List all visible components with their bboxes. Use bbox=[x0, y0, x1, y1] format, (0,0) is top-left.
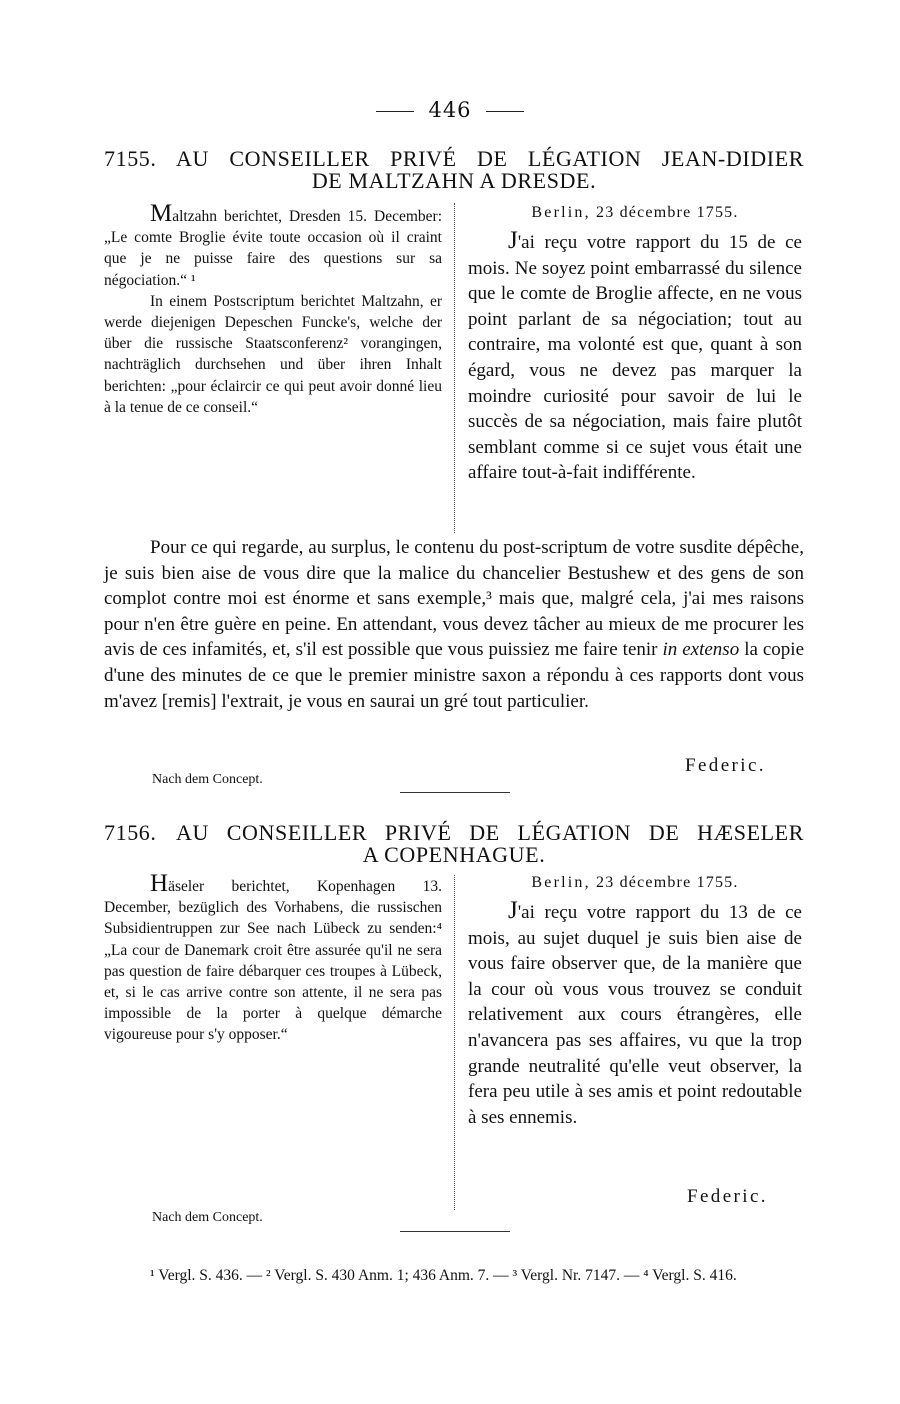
summary-7156 bbox=[104, 870, 442, 1046]
continuation-7155 bbox=[104, 535, 804, 714]
section-rule bbox=[400, 792, 510, 793]
dateline: Berlin, 23 décembre 1755. bbox=[531, 874, 739, 891]
summary-paragraph bbox=[104, 870, 442, 1046]
letter-text: 'ai reçu votre rapport du 13 de ce mois, au sujet duquel je suis bien aise de vous faire observer que, de la manière que la cour où vous vous trouvez se conduit relativement aux cours étrangères, elle n'avancera pas ses affaires, vu que la trop grande neutralité qu'elle veut observer, la fera peu utile à ses amis et point redoutable à ses ennemis. bbox=[468, 902, 802, 1128]
summary-initial: H bbox=[150, 870, 169, 897]
dateline: Berlin, 23 décembre 1755. bbox=[531, 204, 739, 221]
letter-7155 bbox=[468, 202, 802, 486]
footnote-rule bbox=[400, 1231, 510, 1232]
letter-initial: J bbox=[508, 897, 518, 924]
letter-paragraph bbox=[468, 898, 802, 1130]
summary-paragraph: In einem Postscriptum berichtet Maltzahn, er werde diejenigen Depeschen Funcke's, welche der über die russische Staatsconferenz² vorangingen, nachträglich durchsehen und über ihren Inhalt berichten: „pour éclaircir ce qui peut avoir donné lieu à la tenue de ce conseil.“ bbox=[104, 292, 442, 416]
footnotes bbox=[104, 1265, 804, 1286]
italic-phrase: in extenso bbox=[662, 639, 740, 661]
source-note: Nach dem Concept. bbox=[152, 1210, 263, 1225]
section-number: 7156. bbox=[104, 820, 157, 845]
section-heading-7156 bbox=[104, 822, 804, 866]
heading-line-1: AU CONSEILLER PRIVÉ DE LÉGATION JEAN-DIDIER bbox=[176, 146, 804, 171]
section-heading-7155 bbox=[104, 148, 804, 192]
footnote-text: ¹ Vergl. S. 436. — ² Vergl. S. 430 Anm. 1; 436 Anm. 7. — ³ Vergl. Nr. 7147. — ⁴ Vergl. S. 416. bbox=[150, 1267, 737, 1284]
letter-7156 bbox=[468, 872, 802, 1130]
heading-line-2: DE MALTZAHN A DRESDE. bbox=[311, 168, 597, 193]
summary-text: altzahn berichtet, Dresden 15. December: „Le comte Broglie évite toute occasion où il craint que je ne puisse faire des questions sur sa négociation.“ ¹ bbox=[104, 208, 442, 289]
source-note: Nach dem Concept. bbox=[152, 772, 263, 787]
summary-paragraph bbox=[104, 200, 442, 291]
column-divider bbox=[454, 875, 455, 1210]
letter-paragraph bbox=[468, 228, 802, 486]
continuation-paragraph: Pour ce qui regarde, au surplus, le contenu du post-scriptum de votre susdite dépêche, je suis bien aise de vous dire que la malice du chancelier Bestushew et des gens de son complot contre moi est énorme et sans exemple,³ mais que, malgré cela, j'ai mes raisons pour n'en être guère en peine. En attendant, vous devez tâcher au mieux de me procurer les avis de ces infamités, et, s'il est possible que vous puissiez me faire tenir in extenso la copie d'une des minutes de ce que le premier ministre saxon a répondu à ces rapports dont vous m'avez [remis] l'extrait, je vous en saurai un gré tout particulier. bbox=[104, 537, 805, 712]
heading-line-2: A COPENHAGUE. bbox=[362, 842, 546, 867]
summary-7155 bbox=[104, 200, 442, 418]
signature: Federic. bbox=[687, 1186, 768, 1207]
heading-line-1: AU CONSEILLER PRIVÉ DE LÉGATION DE HÆSELER bbox=[176, 820, 804, 845]
letter-text: 'ai reçu votre rapport du 15 de ce mois. Ne soyez point embarrassé du silence que le comte de Broglie affecte, en ne vous point parlant de sa négociation; tout au contraire, ma volonté est que, quant à son égard, vous ne devez pas marquer la moindre curiosité pour savoir de lui le succès de sa négociation, mais faire plutôt semblant comme si ce sujet vous était une affaire tout-à-fait indifférente. bbox=[468, 232, 802, 484]
section-number: 7155. bbox=[104, 146, 157, 171]
letter-initial: J bbox=[508, 227, 518, 254]
page-number: 446 bbox=[0, 98, 900, 122]
summary-text: äseler berichtet, Kopenhagen 13. December, bezüglich des Vorhabens, die russischen Subsidientruppen zur See nach Lübeck zu senden:⁴ „La cour de Danemark croit être assurée qu'il ne sera pas question de faire débarquer ces troupes à Lübeck, et, si le cas arrive contre son attente, il ne sera pas impossible de la porter à quelque démarche vigoureuse pour s'y opposer.“ bbox=[104, 878, 442, 1044]
signature: Federic. bbox=[685, 755, 766, 776]
summary-initial: M bbox=[150, 200, 173, 227]
column-divider bbox=[454, 203, 455, 533]
